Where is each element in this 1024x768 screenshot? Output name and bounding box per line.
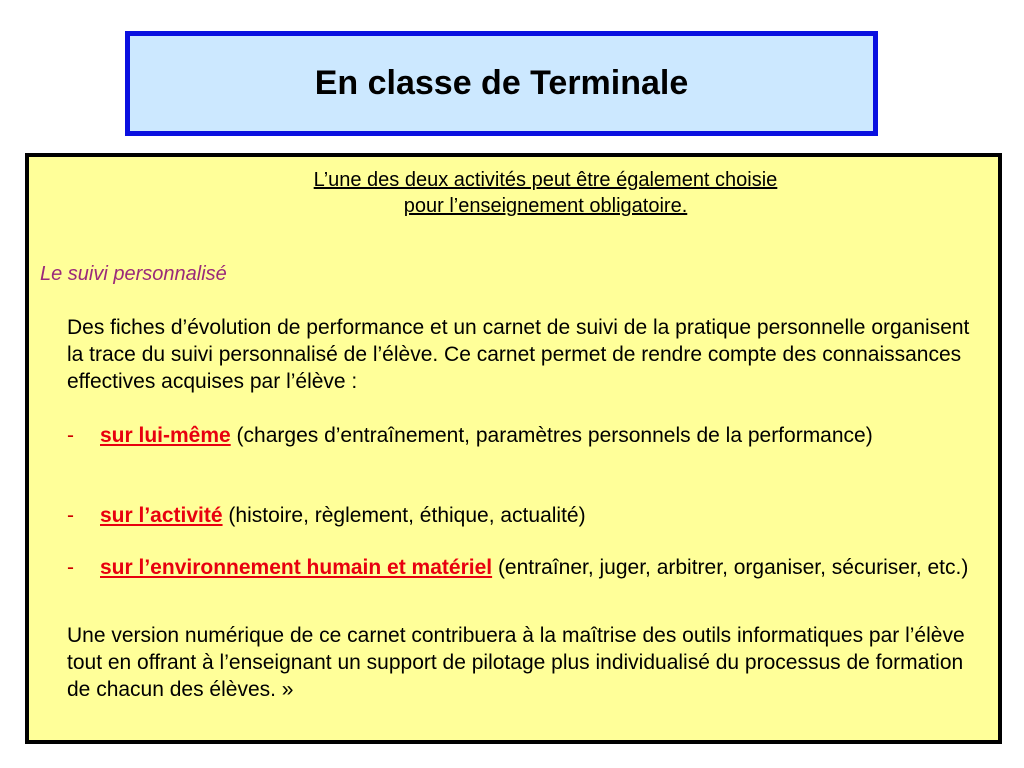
bullet-dash: - [67,424,74,447]
intro-line-1: L’une des deux activités peut être également choisie [313,169,778,191]
bullet-highlight: sur lui-même [100,424,231,447]
list-item [67,554,988,581]
intro-note [29,167,998,219]
list-item [67,502,988,529]
bullet-highlight: sur l’activité [100,504,223,527]
paragraph-numerique: Une version numérique de ce carnet contribuera à la maîtrise des outils informatiques par l’élève tout en offrant à l’enseignant un support de pilotage plus individualisé du processus de formation de chacun des élèves. » [67,624,965,701]
list-item [67,422,988,449]
title-box [125,31,878,136]
slide-title: En classe de Terminale [314,64,689,102]
bullet-dash: - [67,504,74,527]
bullet-highlight: sur l’environnement humain et matériel [100,556,493,579]
bullet-dash: - [67,556,74,579]
bullet-text: (histoire, règlement, éthique, actualité) [222,504,586,527]
bullet-text: (entraîner, juger, arbitrer, organiser, sécuriser, etc.) [492,556,969,579]
paragraph-suivi: Des fiches d’évolution de performance et un carnet de suivi de la pratique personnelle organisent la trace du suivi personnalisé de l’élève. Ce carnet permet de rendre compte des connaissances effectives acquises par l’élève : [67,316,970,393]
content-box [25,153,1002,744]
bullet-text: (charges d’entraînement, paramètres personnels de la performance) [230,424,873,447]
section-title: Le suivi personnalisé [40,263,227,285]
intro-line-2: pour l’enseignement obligatoire. [403,195,688,217]
